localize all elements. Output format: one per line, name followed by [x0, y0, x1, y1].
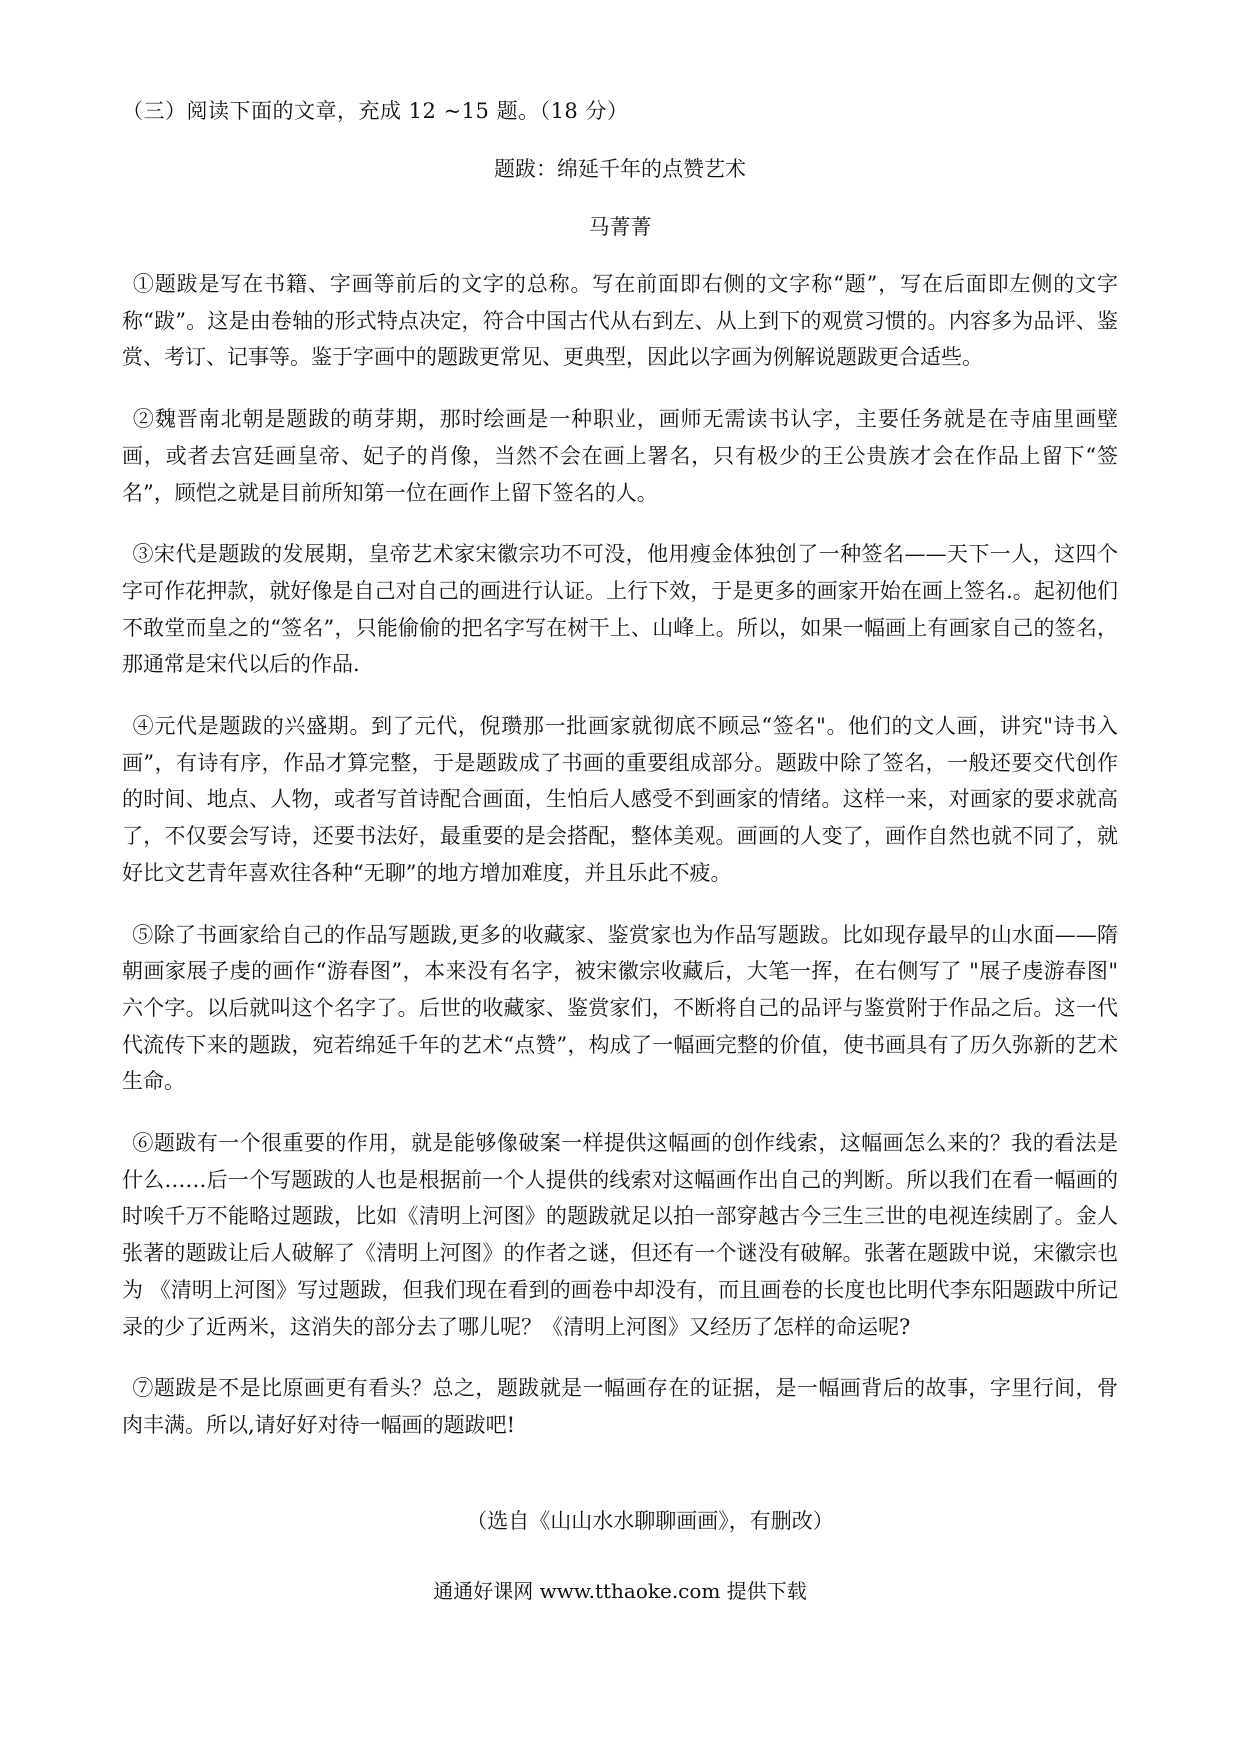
paragraph-2 — [122, 401, 1118, 511]
paragraph-3 — [122, 536, 1118, 683]
paragraph-3-text: ③宋代是题跋的发展期，皇帝艺术家宋徽宗功不可没，他用瘦金体独创了一种签名——天下一人，这四个字可作花押款，就好像是自己对自己的画进行认证。上行下效，于是更多的画家开始在画上签名.。起初他们不敢堂而皇之的“签名”，只能偷偷的把名字写在树干上、山峰上。所以，如果一幅画上有画家自己的签名，那通常是宋代以后的作品. — [122, 542, 1118, 677]
page-footer: 通通好课网 www.tthaoke.com 提供下载 — [433, 1579, 807, 1603]
paragraph-4 — [122, 708, 1118, 892]
article-body — [122, 266, 1118, 1469]
paragraph-5-text: ⑤除了书画家给自己的作品写题跋,更多的收藏家、鉴赏家也为作品写题跋。比如现存最早的山水面——隋朝画家展子虔的画作“游春图”，本来没有名字，被宋徽宗收藏后，大笔一挥，在右侧写了 "展子虔游春图" 六个字。以后就叫这个名字了。后世的收藏家、鉴赏家们，不断将自己的品评与鉴赏附于作品之后。这一代代流传下来的题跋，宛若绵延千年的艺术“点赞”，构成了一幅画完整的价值，使书画具有了历久弥新的艺术生命。 — [122, 922, 1118, 1094]
source-note: （选自《山山水水聊聊画画》，有删改） — [466, 1509, 834, 1533]
article-author: 马菁菁 — [588, 215, 652, 239]
paragraph-7 — [122, 1370, 1118, 1443]
paragraph-1-text: ①题跋是写在书籍、字画等前后的文字的总称。写在前面即右侧的文字称“题”，写在后面即左侧的文字称“跋”。这是由卷轴的形式特点决定，符合中国古代从右到左、从上到下的观赏习惯的。内容多为品评、鉴赏、考订、记事等。鉴于字画中的题跋更常见、更典型，因此以字画为例解说题跋更合适些。 — [122, 272, 1118, 370]
paragraph-6 — [122, 1125, 1118, 1345]
article-title: 题跋：绵延千年的点赞艺术 — [494, 157, 746, 181]
section-header: （三）阅读下面的文章，充成 12 ~15 题。（18 分） — [122, 99, 629, 123]
paragraph-6-text: ⑥题跋有一个很重要的作用，就是能够像破案一样提供这幅画的创作线索，这幅画怎么来的？我的看法是什么……后一个写题跋的人也是根据前一个人提供的线索对这幅画作出自己的判断。所以我们在看一幅画的时唉千万不能略过题跋，比如《清明上河图》的题跋就足以拍一部穿越古今三生三世的电视连续剧了。金人张著的题跋让后人破解了《清明上河图》的作者之谜，但还有一个谜没有破解。张著在题跋中说，宋徽宗也为 《清明上河图》写过题跋，但我们现在看到的画卷中却没有，而且画卷的长度也比明代李东阳题跋中所记录的少了近两米，这消失的部分去了哪儿呢？《清明上河图》又经历了怎样的命运呢? — [122, 1131, 1118, 1339]
paragraph-4-text: ④元代是题跋的兴盛期。到了元代，倪瓒那一批画家就彻底不顾忌“签名"。他们的文人画，讲究"诗书入画”，有诗有序，作品才算完整，于是题跋成了书画的重要组成部分。题跋中除了签名，一般还要交代创作的时间、地点、人物，或者写首诗配合画面，生怕后人感受不到画家的情绪。这样一来，对画家的要求就高了，不仅要会写诗，还要书法好，最重要的是会搭配，整体美观。画画的人变了，画作自然也就不同了，就好比文艺青年喜欢往各种“无聊”的地方增加难度，并且乐此不疲。 — [122, 714, 1118, 885]
paragraph-7-text: ⑦题跋是不是比原画更有看头？总之，题跋就是一幅画存在的证据，是一幅画背后的故事，字里行间，骨肉丰满。所以,请好好对待一幅画的题跋吧! — [122, 1376, 1118, 1437]
paragraph-1 — [122, 266, 1118, 376]
paragraph-5 — [122, 917, 1118, 1101]
paragraph-2-text: ②魏晋南北朝是题跋的萌芽期，那时绘画是一种职业，画师无需读书认字，主要任务就是在寺庙里画壁画，或者去宫廷画皇帝、妃子的肖像，当然不会在画上署名，只有极少的王公贵族才会在作品上留下“签名”，顾恺之就是目前所知第一位在画作上留下签名的人。 — [122, 407, 1118, 505]
